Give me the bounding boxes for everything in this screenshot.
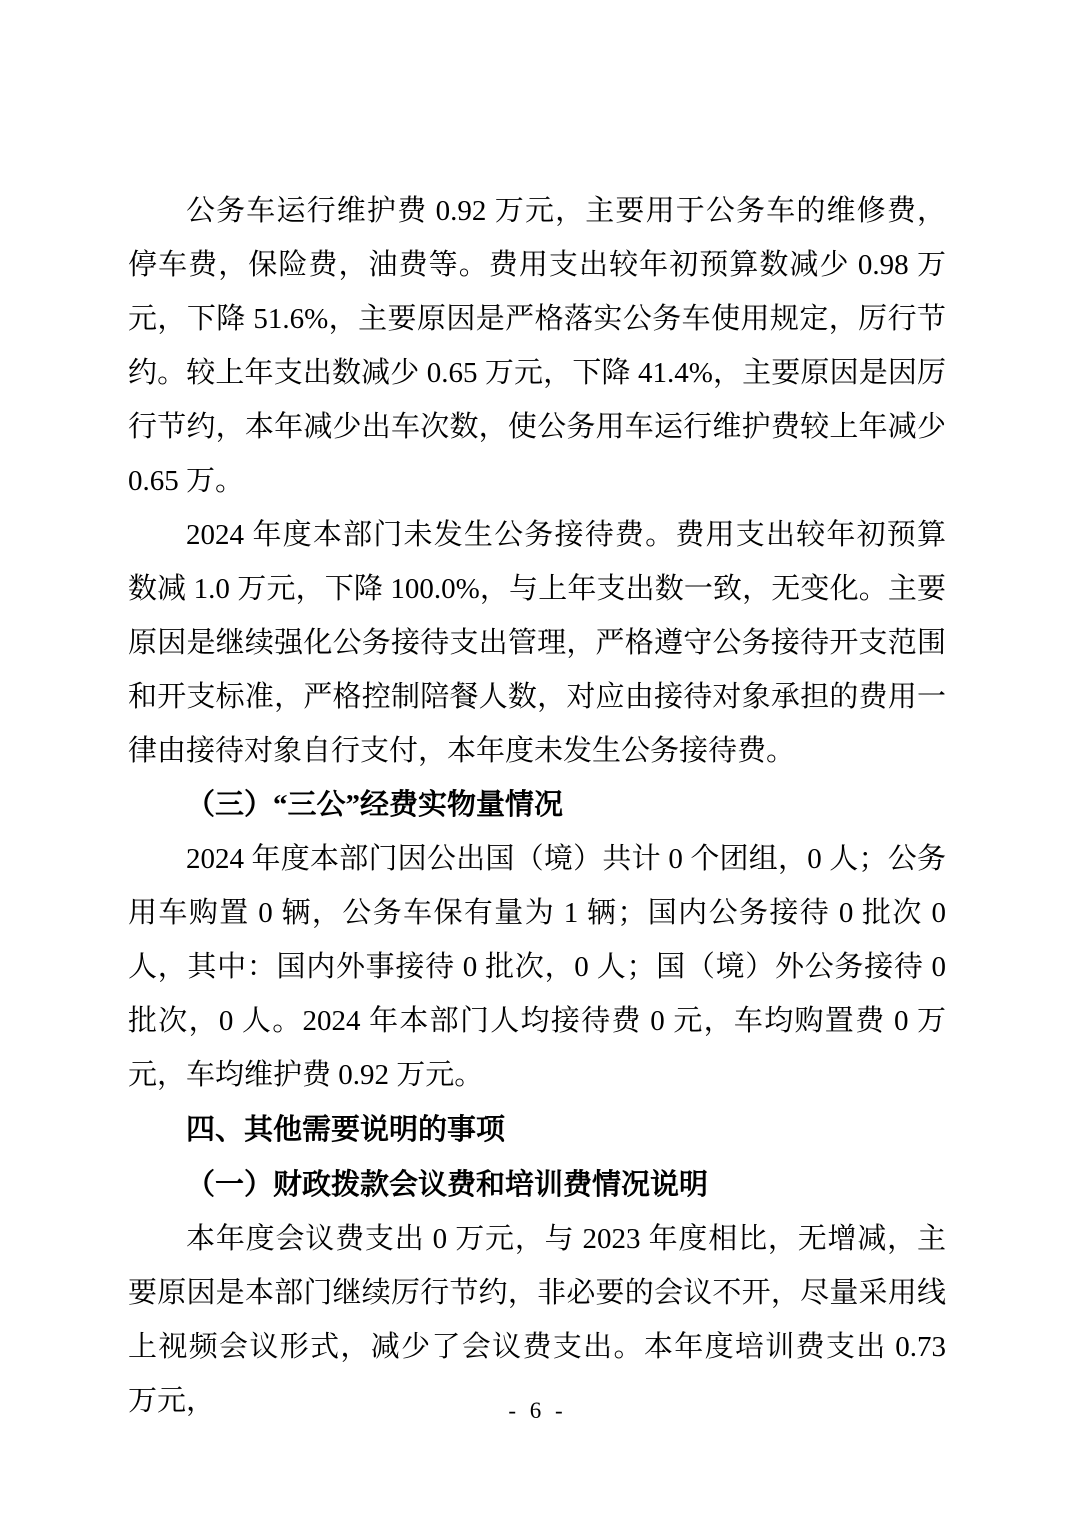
paragraph-vehicle-maintenance-fee: 公务车运行维护费 0.92 万元，主要用于公务车的维修费，停车费，保险费，油费等。费用支出较年初预算数减少 0.98 万元，下降 51.6%，主要原因是严格落实公务车使用规定，厉行节约。较上年支出数减少 0.65 万元，下降 41.4%，主要原因是因厉行节约，本年减少出车次数，使公务用车运行维护费较上年减少 0.65 万。	[128, 195, 946, 497]
heading-three-public-expenses-physical-quantity: （三）“三公”经费实物量情况	[186, 789, 564, 821]
paragraph-physical-quantity-details: 2024 年度本部门因公出国（境）共计 0 个团组，0 人；公务用车购置 0 辆，公务车保有量为 1 辆；国内公务接待 0 批次 0 人，其中：国内外事接待 0 批次，0 人；国（境）外公务接待 0 批次，0 人。2024 年本部门人均接待费 0 元，车均购置费 0 万元，车均维护费 0.92 万元。	[128, 843, 946, 1091]
heading-meeting-and-training-fee-explanation: （一）财政拨款会议费和培训费情况说明	[186, 1169, 709, 1201]
document-body	[128, 184, 946, 1428]
paragraph-meeting-and-training-fee-details: 本年度会议费支出 0 万元，与 2023 年度相比，无增减，主要原因是本部门继续厉行节约，非必要的会议不开，尽量采用线上视频会议形式，减少了会议费支出。本年度培训费支出 0.73 万元，	[128, 1223, 946, 1417]
page-number: - 6 -	[508, 1398, 567, 1423]
heading-other-matters: 四、其他需要说明的事项	[186, 1114, 506, 1146]
paragraph-official-reception-fee: 2024 年度本部门未发生公务接待费。费用支出较年初预算数减 1.0 万元，下降 100.0%，与上年支出数一致，无变化。主要原因是继续强化公务接待支出管理，严格遵守公务接待开支范围和开支标准，严格控制陪餐人数，对应由接待对象承担的费用一律由接待对象自行支付，本年度未发生公务接待费。	[128, 519, 946, 767]
